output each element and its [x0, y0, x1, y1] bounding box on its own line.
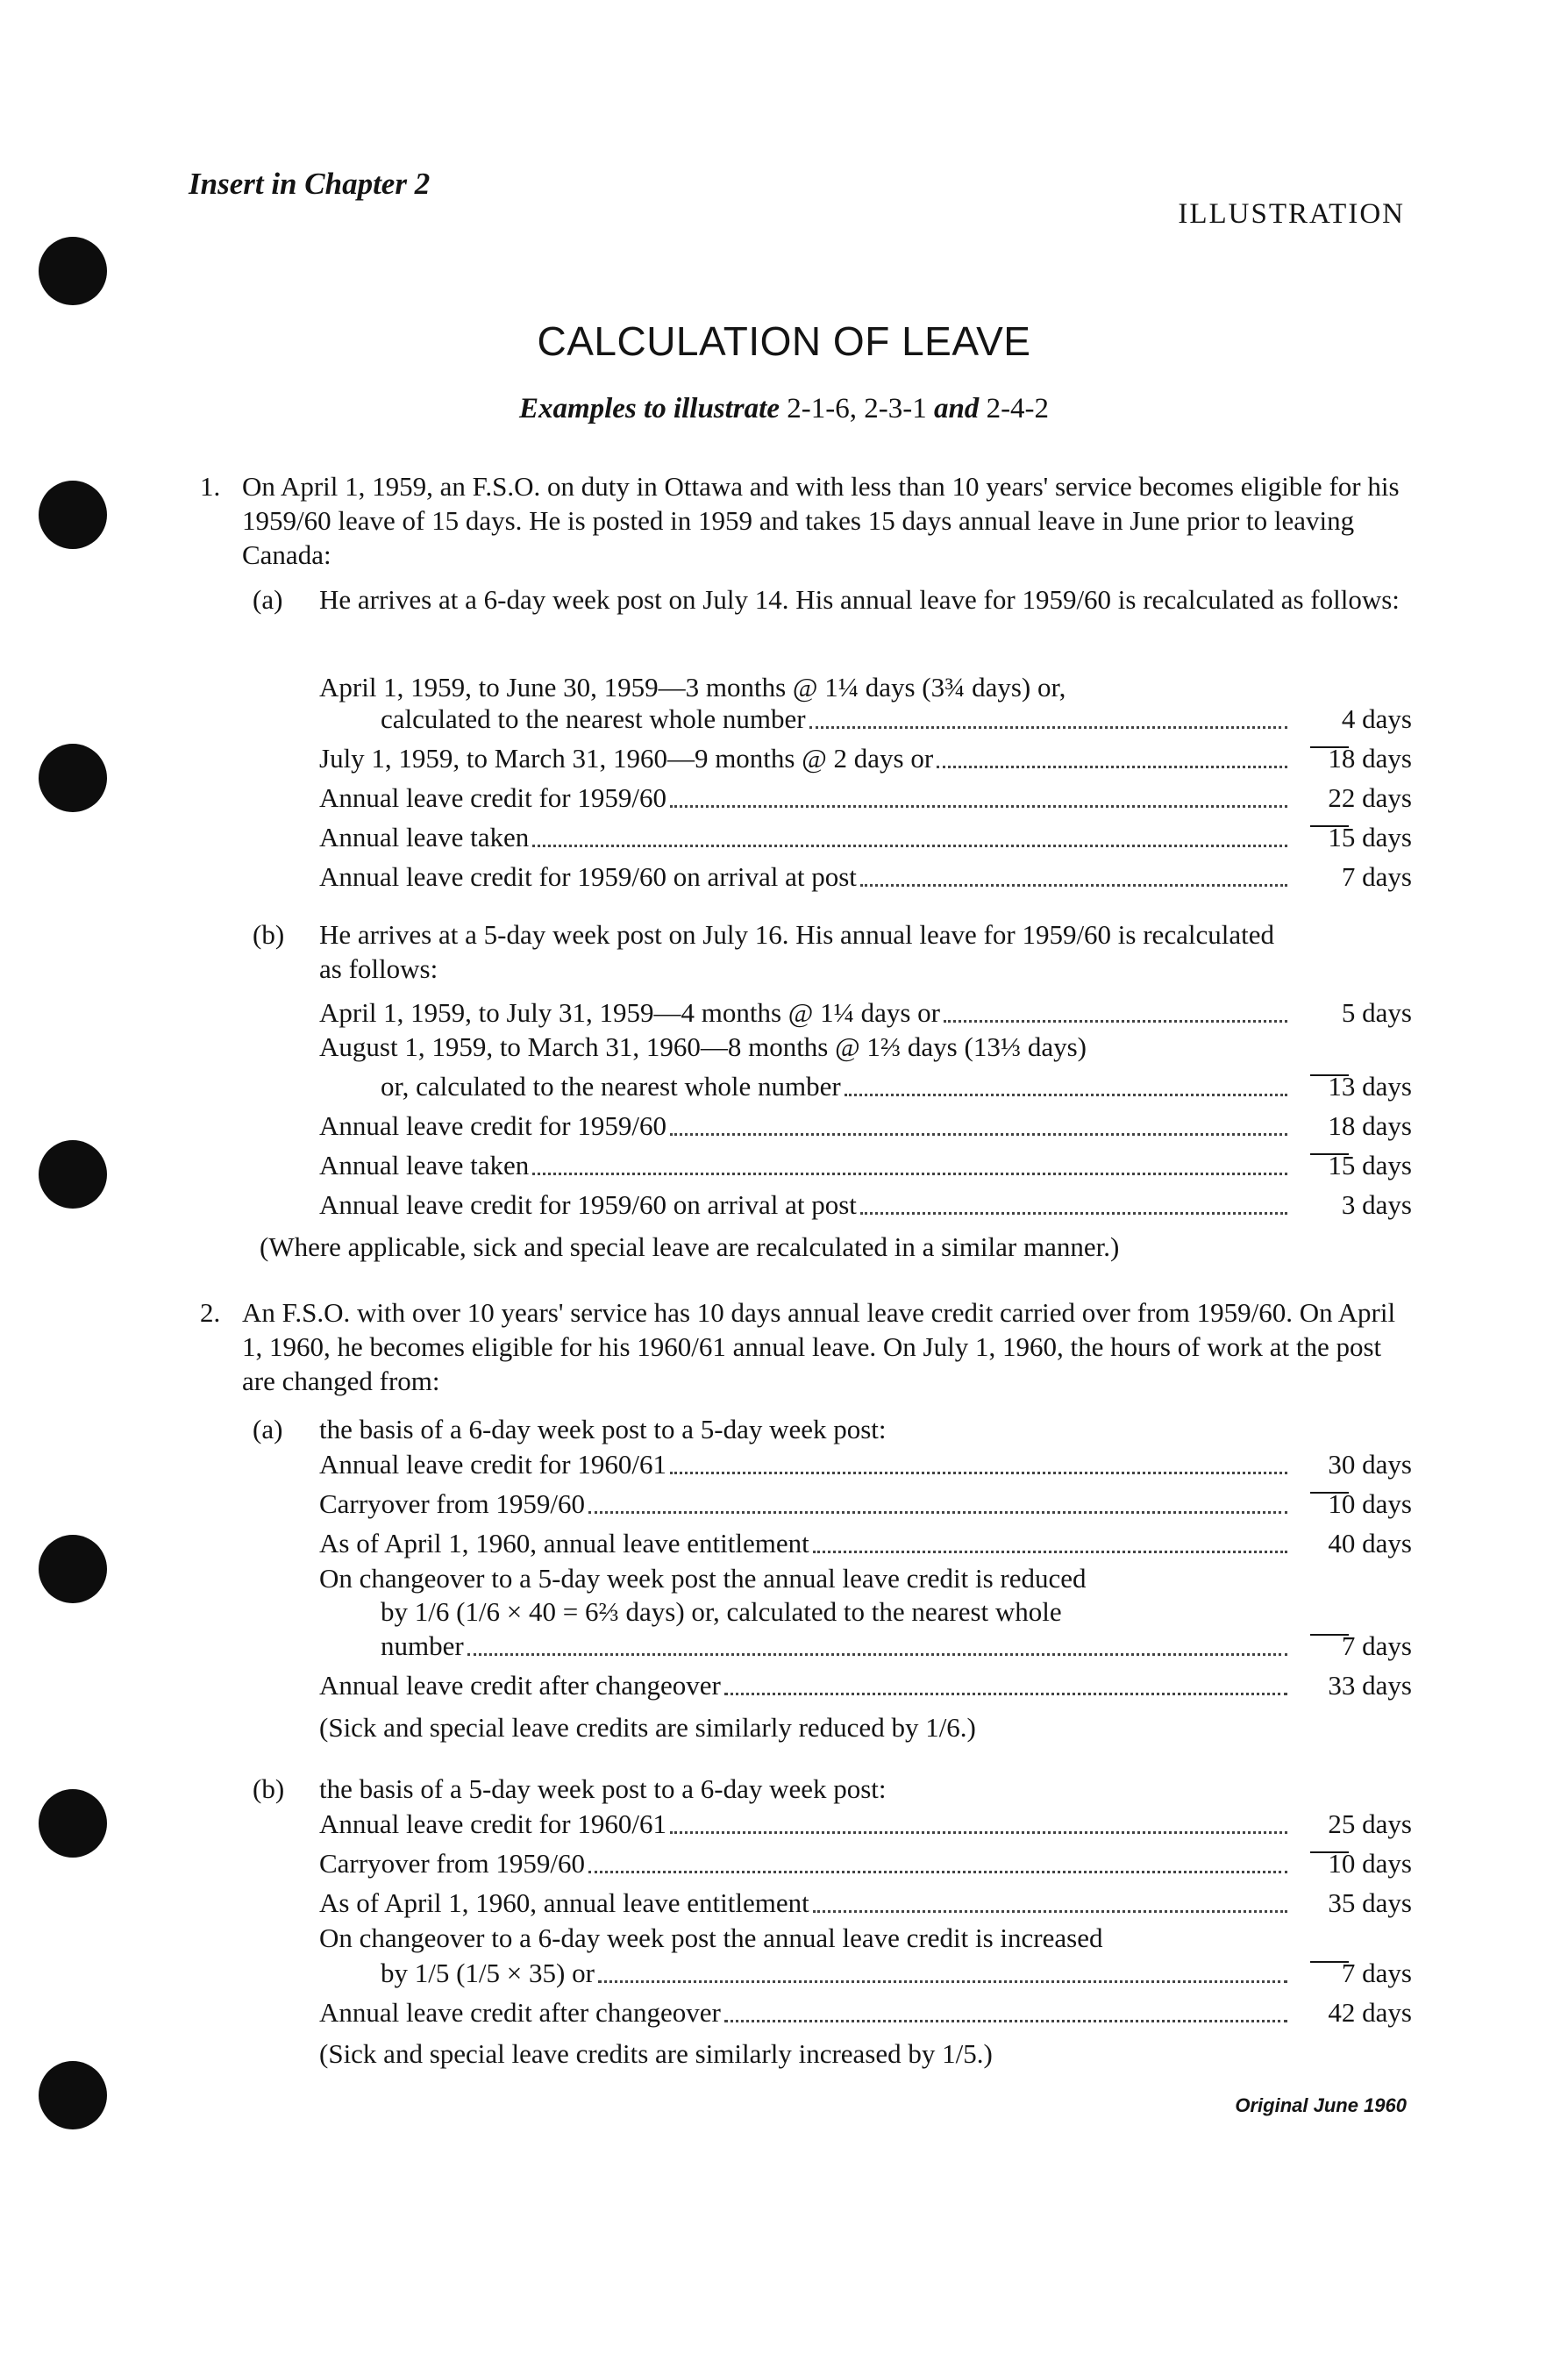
subtitle-and: and	[933, 393, 980, 424]
example-text: An F.S.O. with over 10 years' service has 10 days annual leave credit carried over from 1959/60. On April 1, 1960, he becomes eligible for his 1960/61 annual leave. On July 1, 1960, the hours of work at the post are changed from:	[242, 1297, 1396, 1396]
example-1a	[253, 582, 1410, 617]
calc-value: 7 days	[1341, 861, 1412, 892]
calc-label: Annual leave credit for 1959/60 on arrival at post	[319, 861, 857, 892]
sub-text: He arrives at a 6-day week post on July 14. His annual leave for 1959/60 is recalculated as follows:	[319, 584, 1400, 615]
example-1	[200, 469, 1410, 572]
calc-value: 15 days	[1298, 820, 1412, 855]
calc-line: On changeover to a 5-day week post the annual leave credit is reduced	[319, 1563, 1087, 1594]
sub-text: the basis of a 5-day week post to a 6-day week post:	[319, 1773, 887, 1804]
calc-value: 25 days	[1328, 1808, 1412, 1839]
calc-value: 13 days	[1298, 1069, 1412, 1104]
calc-value: 15 days	[1298, 1148, 1412, 1183]
calc-label: Annual leave credit for 1960/61	[319, 1449, 666, 1480]
calc-value: 35 days	[1328, 1887, 1412, 1918]
binder-hole	[39, 1140, 107, 1209]
calc-label: Annual leave taken	[319, 1150, 530, 1180]
calc-row	[319, 741, 1412, 776]
calc-row	[319, 702, 1412, 737]
calc-row	[319, 820, 1412, 855]
calc-value: 42 days	[1328, 1997, 1412, 2028]
subtitle-prefix: Examples to illustrate	[518, 393, 780, 424]
sub-label: (a)	[253, 584, 283, 615]
calc-label: As of April 1, 1960, annual leave entitlement	[319, 1528, 809, 1558]
example-text: On April 1, 1959, an F.S.O. on duty in Ottawa and with less than 10 years' service becomes eligible for his 1959/60 leave of 15 days. He is posted in 1959 and takes 15 days annual leave in June prior to leaving Canada:	[242, 471, 1400, 570]
binder-hole	[39, 744, 107, 812]
calc-row	[319, 1526, 1412, 1561]
sub-text: the basis of a 6-day week post to a 5-day week post:	[319, 1414, 887, 1444]
insert-note: Insert in Chapter 2	[189, 167, 431, 201]
subtitle-last: 2-4-2	[986, 393, 1050, 424]
example-number: 1.	[200, 471, 221, 502]
calc-line: On changeover to a 6-day week post the annual leave credit is increased	[319, 1922, 1103, 1953]
calc-row	[319, 1447, 1412, 1482]
note: (Where applicable, sick and special leave are recalculated in a similar manner.)	[260, 1231, 1120, 1262]
calc-value: 3 days	[1341, 1189, 1412, 1220]
calc-value: 22 days	[1328, 782, 1412, 813]
sub-label: (a)	[253, 1414, 283, 1444]
calc-line: April 1, 1959, to June 30, 1959—3 months @ 1¼ days (3¾ days) or,	[319, 672, 1066, 703]
calc-value: 7 days	[1298, 1629, 1412, 1664]
calc-label: number	[381, 1630, 464, 1661]
calc-value: 10 days	[1298, 1846, 1412, 1881]
calc-label: April 1, 1959, to July 31, 1959—4 months @ 1¼ days or	[319, 997, 940, 1028]
calc-row	[319, 1148, 1412, 1183]
calc-line: by 1/6 (1/6 × 40 = 6⅔ days) or, calculated to the nearest whole	[381, 1596, 1062, 1627]
calc-label: As of April 1, 1960, annual leave entitlement	[319, 1887, 809, 1918]
calc-row	[319, 1668, 1412, 1703]
sub-text: He arrives at a 5-day week post on July 16. His annual leave for 1959/60 is recalculated as follows:	[319, 919, 1274, 984]
calc-value: 7 days	[1298, 1956, 1412, 1991]
calc-row	[319, 1188, 1412, 1223]
calc-label: calculated to the nearest whole number	[381, 703, 806, 734]
footer-date: Original June 1960	[1235, 2094, 1407, 2116]
calc-label: by 1/5 (1/5 × 35) or	[381, 1958, 595, 1988]
subtitle-refs: 2-1-6, 2-3-1	[787, 393, 927, 424]
calc-value: 18 days	[1328, 1110, 1412, 1141]
calc-value: 30 days	[1328, 1449, 1412, 1480]
calc-value: 10 days	[1298, 1487, 1412, 1522]
calc-line: August 1, 1959, to March 31, 1960—8 months @ 1⅔ days (13⅓ days)	[319, 1031, 1087, 1062]
binder-hole	[39, 2061, 107, 2129]
sub-label: (b)	[253, 919, 285, 950]
calc-row	[319, 1109, 1412, 1144]
calc-label: July 1, 1959, to March 31, 1960—9 months @ 2 days or	[319, 743, 934, 774]
calc-value: 40 days	[1328, 1528, 1412, 1558]
binder-hole	[39, 1535, 107, 1603]
calc-label: or, calculated to the nearest whole number	[381, 1071, 841, 1102]
example-2	[200, 1295, 1410, 1398]
page-title: CALCULATION OF LEAVE	[537, 318, 1031, 364]
calc-value: 18 days	[1298, 741, 1412, 776]
example-1b	[253, 917, 1279, 986]
calc-row	[319, 1956, 1412, 1991]
binder-hole	[39, 481, 107, 549]
calc-value: 5 days	[1341, 997, 1412, 1028]
calc-label: Carryover from 1959/60	[319, 1848, 586, 1879]
calc-row	[319, 1069, 1412, 1104]
calc-label: Annual leave credit for 1959/60	[319, 1110, 666, 1141]
calc-row	[319, 781, 1412, 816]
calc-label: Annual leave credit for 1959/60 on arrival at post	[319, 1189, 857, 1220]
calc-label: Annual leave credit after changeover	[319, 1997, 721, 2028]
calc-row	[319, 1846, 1412, 1881]
note: (Sick and special leave credits are similarly reduced by 1/6.)	[319, 1712, 976, 1743]
calc-row	[319, 1995, 1412, 2030]
binder-hole	[39, 1789, 107, 1858]
calc-value: 33 days	[1328, 1670, 1412, 1701]
calc-label: Annual leave credit for 1959/60	[319, 782, 666, 813]
binder-hole	[39, 237, 107, 305]
page-subtitle	[0, 393, 1568, 425]
calc-row	[319, 1487, 1412, 1522]
calc-row	[319, 1629, 1412, 1664]
calc-label: Carryover from 1959/60	[319, 1488, 586, 1519]
calc-row	[319, 859, 1412, 895]
example-2b	[253, 1772, 1410, 1806]
note: (Sick and special leave credits are similarly increased by 1/5.)	[319, 2038, 993, 2069]
calc-row	[319, 1886, 1412, 1921]
calc-label: Annual leave credit after changeover	[319, 1670, 721, 1701]
example-2a	[253, 1412, 1410, 1446]
example-number: 2.	[200, 1297, 221, 1328]
sub-label: (b)	[253, 1773, 285, 1804]
calc-row	[319, 995, 1412, 1031]
calc-row	[319, 1807, 1412, 1842]
calc-label: Annual leave credit for 1960/61	[319, 1808, 666, 1839]
calc-value: 4 days	[1341, 703, 1412, 734]
calc-label: Annual leave taken	[319, 822, 530, 852]
illustration-label: ILLUSTRATION	[1178, 198, 1405, 230]
